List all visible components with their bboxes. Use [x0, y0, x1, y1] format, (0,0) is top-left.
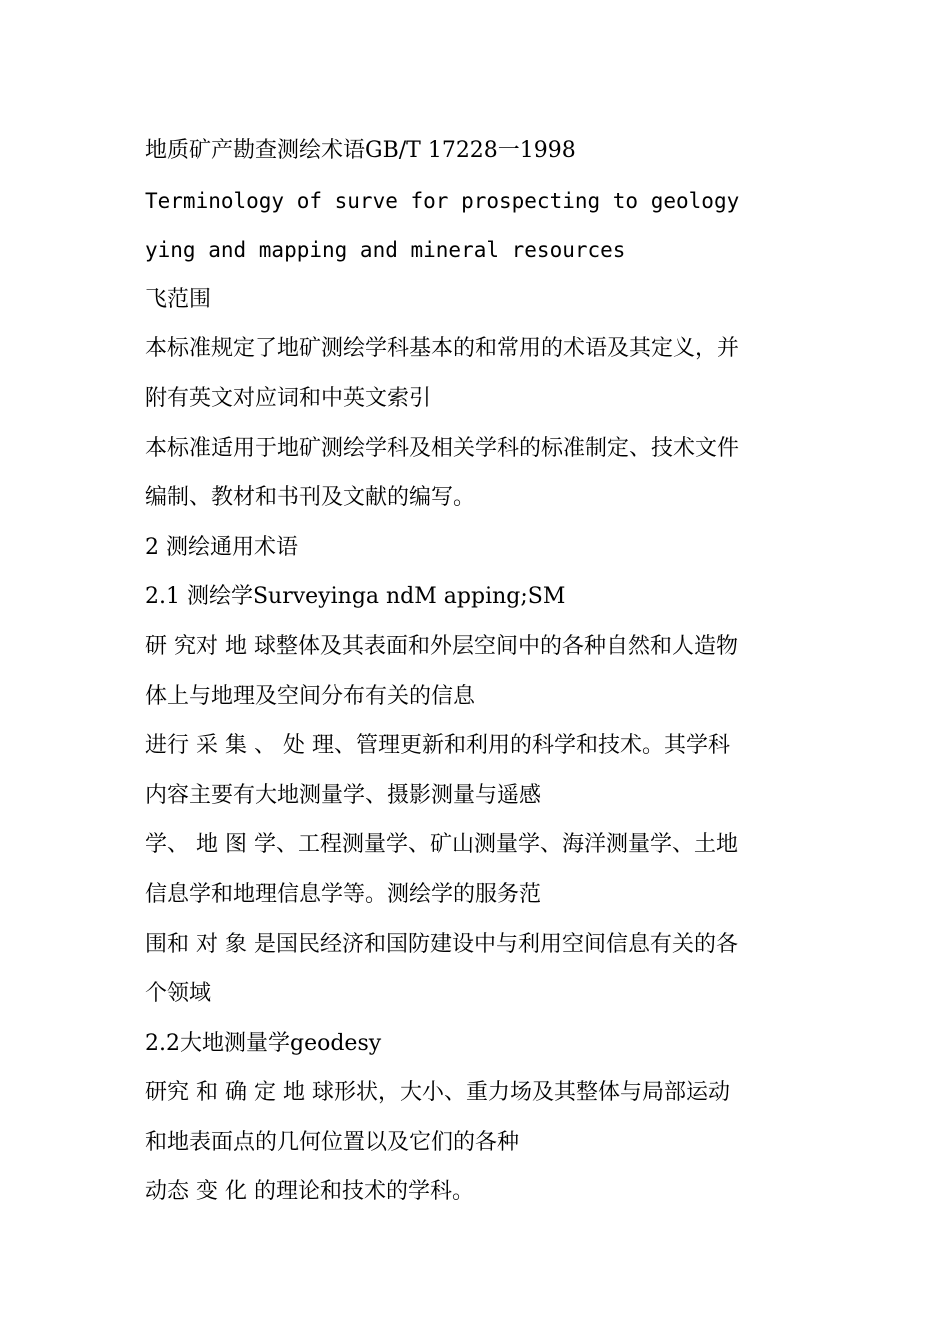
english-title-line-1: Terminology of surve for prospecting to geology [145, 188, 740, 213]
paragraph-line: 学、 地 图 学、工程测量学、矿山测量学、海洋测量学、土地 [145, 832, 738, 858]
paragraph-line: 研究 和 确 定 地 球形状，大小、重力场及其整体与局部运动 [145, 1080, 730, 1106]
paragraph-line: 围和 对 象 是国民经济和国防建设中与利用空间信息有关的各 [145, 931, 738, 957]
doc-title: 地质矿产勘查测绘术语GB/T 17228一1998 [145, 138, 576, 163]
english-title-line-2: ying and mapping and mineral resources [145, 238, 626, 263]
paragraph-line: 体上与地理及空间分布有关的信息 [145, 683, 476, 709]
paragraph-line: 本标准适用于地矿测绘学科及相关学科的标准制定、技术文件 [145, 435, 740, 461]
paragraph-line: 和地表面点的几何位置以及它们的各种 [145, 1129, 520, 1155]
document-body [145, 132, 815, 1223]
paragraph-line: 本标准规定了地矿测绘学科基本的和常用的术语及其定义，并 [145, 336, 740, 362]
term-heading-geodesy: 2.2大地测量学geodesy [145, 1030, 382, 1056]
section-heading-general-terms: 2 测绘通用术语 [145, 534, 298, 560]
paragraph-line: 附有英文对应词和中英文索引 [145, 385, 432, 411]
paragraph-line: 个领域 [145, 981, 212, 1007]
paragraph-line: 动态 变 化 的理论和技术的学科。 [145, 1179, 474, 1205]
paragraph-line: 编制、教材和书刊及文献的编写。 [145, 485, 476, 511]
paragraph-line: 进行 采 集 、 处 理、管理更新和利用的科学和技术。其学科 [145, 733, 730, 759]
paragraph-line: 内容主要有大地测量学、摄影测量与遥感 [145, 782, 542, 808]
paragraph-line: 研 究对 地 球整体及其表面和外层空间中的各种自然和人造物 [145, 633, 738, 659]
paragraph-line: 信息学和地理信息学等。测绘学的服务范 [145, 881, 542, 907]
section-heading-scope: 飞范围 [145, 286, 212, 312]
term-heading-surveying-mapping: 2.1 测绘学Surveyinga ndM apping;SM [145, 584, 566, 610]
